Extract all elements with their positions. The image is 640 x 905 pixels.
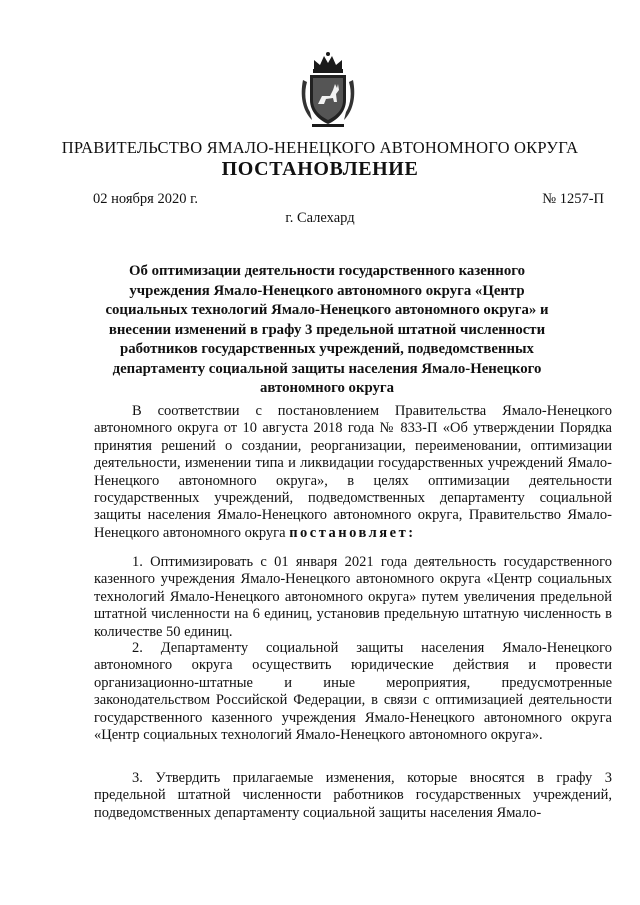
resolves-word: постановляет: (289, 524, 416, 541)
government-name: ПРАВИТЕЛЬСТВО ЯМАЛО-НЕНЕЦКОГО АВТОНОМНОГО ОКРУГА (61, 138, 579, 157)
clause-3: 3. Утвердить прилагаемые изменения, которые вносятся в графу 3 предельной штатной численности работников государственных учреждений, подведомственных департаменту социальной защиты населения Ямало- (94, 770, 612, 821)
document-number: № 1257-П (542, 191, 604, 207)
document-type-heading: ПОСТАНОВЛЕНИЕ (221, 158, 419, 180)
preamble-text: В соответствии с постановлением Правительства Ямало-Ненецкого автономного округа от 10 августа 2018 года № 833-П «Об утверждении Порядка принятия решений о создании, реорганизации, переименовании, оптимизации деятельности, изменении типа и ликвидации государственных учреждений Ямало-Ненецкого автономного округа», в целях оптимизации деятельности государственных учреждений, подведомственных департаменту социальной защиты населения Ямало-Ненецкого автономного округа, Правительство Ямало-Ненецкого автономного округа (94, 403, 612, 541)
document-city: г. Салехард (285, 210, 355, 226)
preamble-paragraph (94, 403, 612, 542)
clause-2: 2. Департаменту социальной защиты населения Ямало-Ненецкого автономного округа осуществить юридические действия и провести организационно-штатные и иные мероприятия, предусмотренные законодательством Российской Федерации, в связи с оптимизацией деятельности государственного казенного учреждения Ямало-Ненецкого автономного округа «Центр социальных технологий Ямало-Ненецкого автономного округа». (94, 640, 612, 744)
clause-1: 1. Оптимизировать с 01 января 2021 года деятельность государственного казенного учреждения Ямало-Ненецкого автономного округа «Центр социальных технологий Ямало-Ненецкого автономного округа» путем увеличения предельной штатной численности на 6 единиц, установив предельную штатную численность в количестве 50 единиц. (94, 554, 612, 640)
coat-of-arms-emblem (300, 50, 356, 128)
document-date: 02 ноября 2020 г. (93, 191, 199, 207)
document-title: Об оптимизации деятельности государственного казенного учреждения Ямало-Ненецкого автономного округа «Центр социальных технологий Ямало-Ненецкого автономного округа» и внесении изменений в графу 3 предельной штатной численности работников государственных учреждений, подведомственных департаменту социальной защиты населения Ямало-Ненецкого автономного округа (105, 263, 549, 396)
